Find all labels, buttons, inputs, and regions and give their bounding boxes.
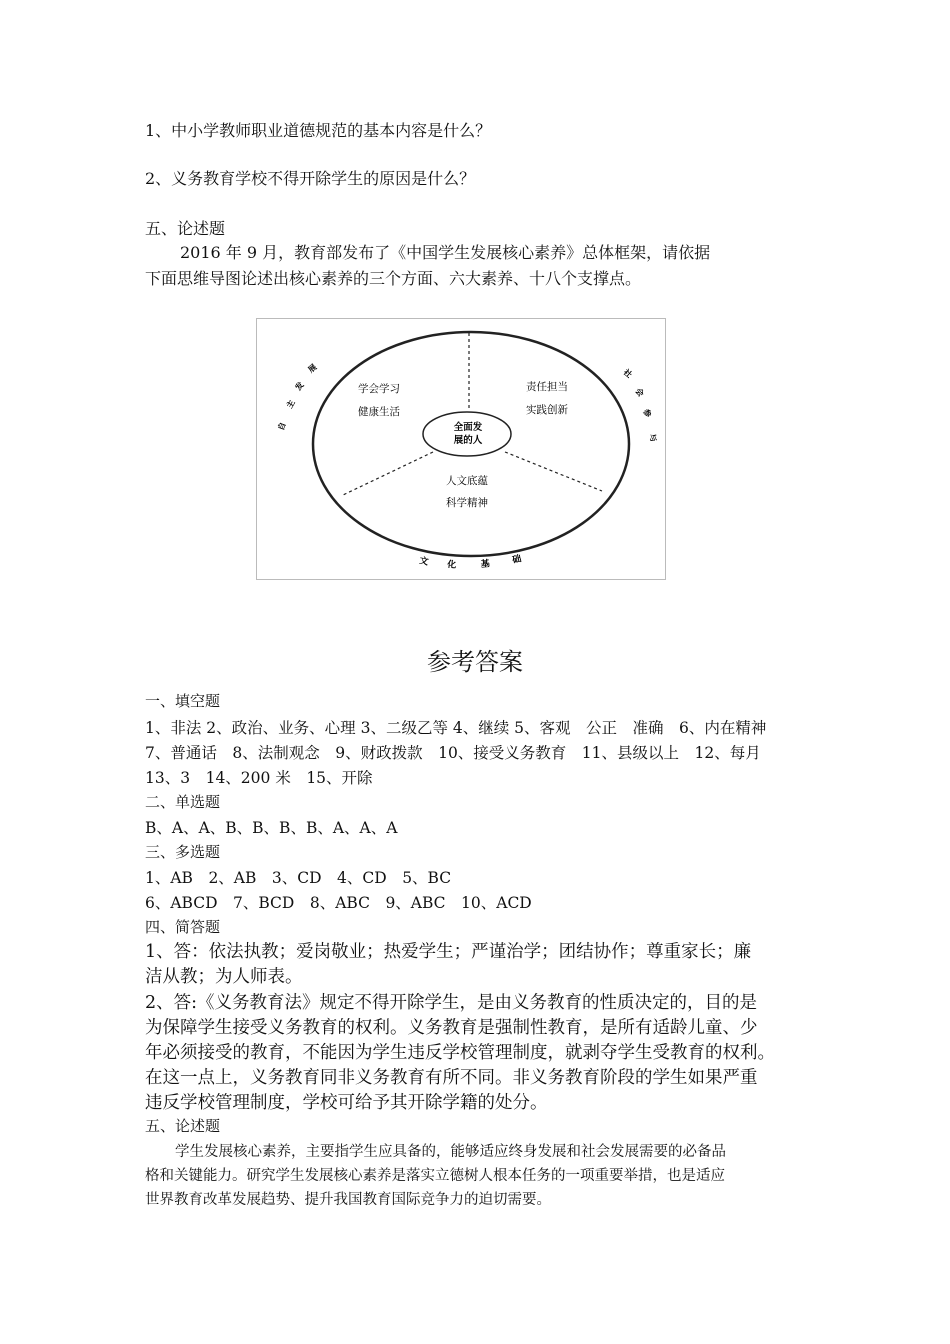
answers-title: 参考答案 <box>427 648 523 676</box>
short-answer-1-line-1: 1、答：依法执教；爱岗敬业；热爱学生；严谨治学；团结协作；尊重家长；廉 <box>145 942 752 962</box>
short-answer-2-line-1: 2、答:《义务教育法》规定不得开除学生，是由义务教育的性质决定的，目的是 <box>145 993 758 1013</box>
core-competency-diagram <box>256 318 666 580</box>
outer-left-char-1: 自 <box>276 421 288 432</box>
outer-bottom-char-1: 文 <box>418 556 430 568</box>
outer-left-char-2: 主 <box>284 398 297 410</box>
top-right-label-1: 责任担当 <box>526 381 568 393</box>
multi-choice-line-2: 6、ABCD 7、BCD 8、ABC 9、ABC 10、ACD <box>145 894 532 912</box>
section-essay-heading: 五、论述题 <box>145 1117 221 1135</box>
outer-bottom-char-3: 基 <box>480 559 491 570</box>
fill-blank-line-1: 1、非法 2、政治、业务、心理 3、二级乙等 4、继续 5、客观 公正 准确 6、内在精神 <box>145 719 767 737</box>
center-label-2: 展的人 <box>453 435 483 446</box>
essay-answer-line-2: 格和关键能力。研究学生发展核心素养是落实立德树人根本任务的一项重要举措，也是适应 <box>145 1168 725 1184</box>
short-answer-1-line-2: 洁从教；为人师表。 <box>145 967 303 987</box>
outer-right-char-2: 会 <box>633 386 646 399</box>
divider-right <box>505 452 602 491</box>
question-1: 1、中小学教师职业道德规范的基本内容是什么？ <box>145 121 492 140</box>
outer-right-char-3: 参 <box>641 407 654 419</box>
section-short-answer-heading: 四、简答题 <box>145 918 221 936</box>
outer-right-char-4: 与 <box>647 432 659 444</box>
fill-blank-line-3: 13、3 14、200 米 15、开除 <box>145 769 373 787</box>
short-answer-2-line-2: 为保障学生接受义务教育的权利。义务教育是强制性教育，是所有适龄儿童、少 <box>145 1018 758 1038</box>
fill-blank-line-2: 7、普通话 8、法制观念 9、财政拨款 10、接受义务教育 11、县级以上 12、每月 <box>145 744 761 762</box>
single-choice-line-1: B、A、A、B、B、B、B、A、A、A <box>145 819 398 837</box>
multi-choice-line-1: 1、AB 2、AB 3、CD 4、CD 5、BC <box>145 869 452 887</box>
outer-right-char-1: 社 <box>621 367 634 380</box>
bottom-label-2: 科学精神 <box>446 497 488 509</box>
divider-left <box>343 452 433 495</box>
center-ellipse <box>423 412 511 456</box>
section-fill-blank-heading: 一、填空题 <box>145 692 221 710</box>
outer-left-char-4: 展 <box>306 362 319 375</box>
outer-bottom-char-2: 化 <box>446 560 457 571</box>
top-left-label-2: 健康生活 <box>358 406 400 418</box>
section-multi-choice-heading: 三、多选题 <box>145 843 221 861</box>
essay-text-line-2: 下面思维导图论述出核心素养的三个方面、六大素养、十八个支撑点。 <box>145 269 642 288</box>
diagram-svg <box>257 319 665 579</box>
outer-bottom-char-4: 础 <box>511 554 523 566</box>
short-answer-2-line-3: 年必须接受的教育，不能因为学生违反学校管理制度，就剥夺学生受教育的权利。 <box>145 1043 775 1063</box>
essay-text-line-1: 2016 年 9 月，教育部发布了《中国学生发展核心素养》总体框架，请依据 <box>180 243 711 262</box>
essay-heading: 五、论述题 <box>145 219 226 238</box>
top-right-label-2: 实践创新 <box>526 404 568 416</box>
top-left-label-1: 学会学习 <box>358 383 400 395</box>
essay-answer-line-3: 世界教育改革发展趋势、提升我国教育国际竞争力的迫切需要。 <box>145 1192 551 1208</box>
outer-left-char-3: 发 <box>293 380 306 393</box>
section-single-choice-heading: 二、单选题 <box>145 793 221 811</box>
question-2: 2、义务教育学校不得开除学生的原因是什么？ <box>145 169 476 188</box>
short-answer-2-line-4: 在这一点上，义务教育同非义务教育有所不同。非义务教育阶段的学生如果严重 <box>145 1068 758 1088</box>
center-label-1: 全面发 <box>453 422 483 433</box>
short-answer-2-line-5: 违反学校管理制度，学校可给予其开除学籍的处分。 <box>145 1093 548 1113</box>
bottom-label-1: 人文底蕴 <box>446 475 488 487</box>
essay-answer-line-1: 学生发展核心素养，主要指学生应具备的，能够适应终身发展和社会发展需要的必备品 <box>175 1144 726 1160</box>
